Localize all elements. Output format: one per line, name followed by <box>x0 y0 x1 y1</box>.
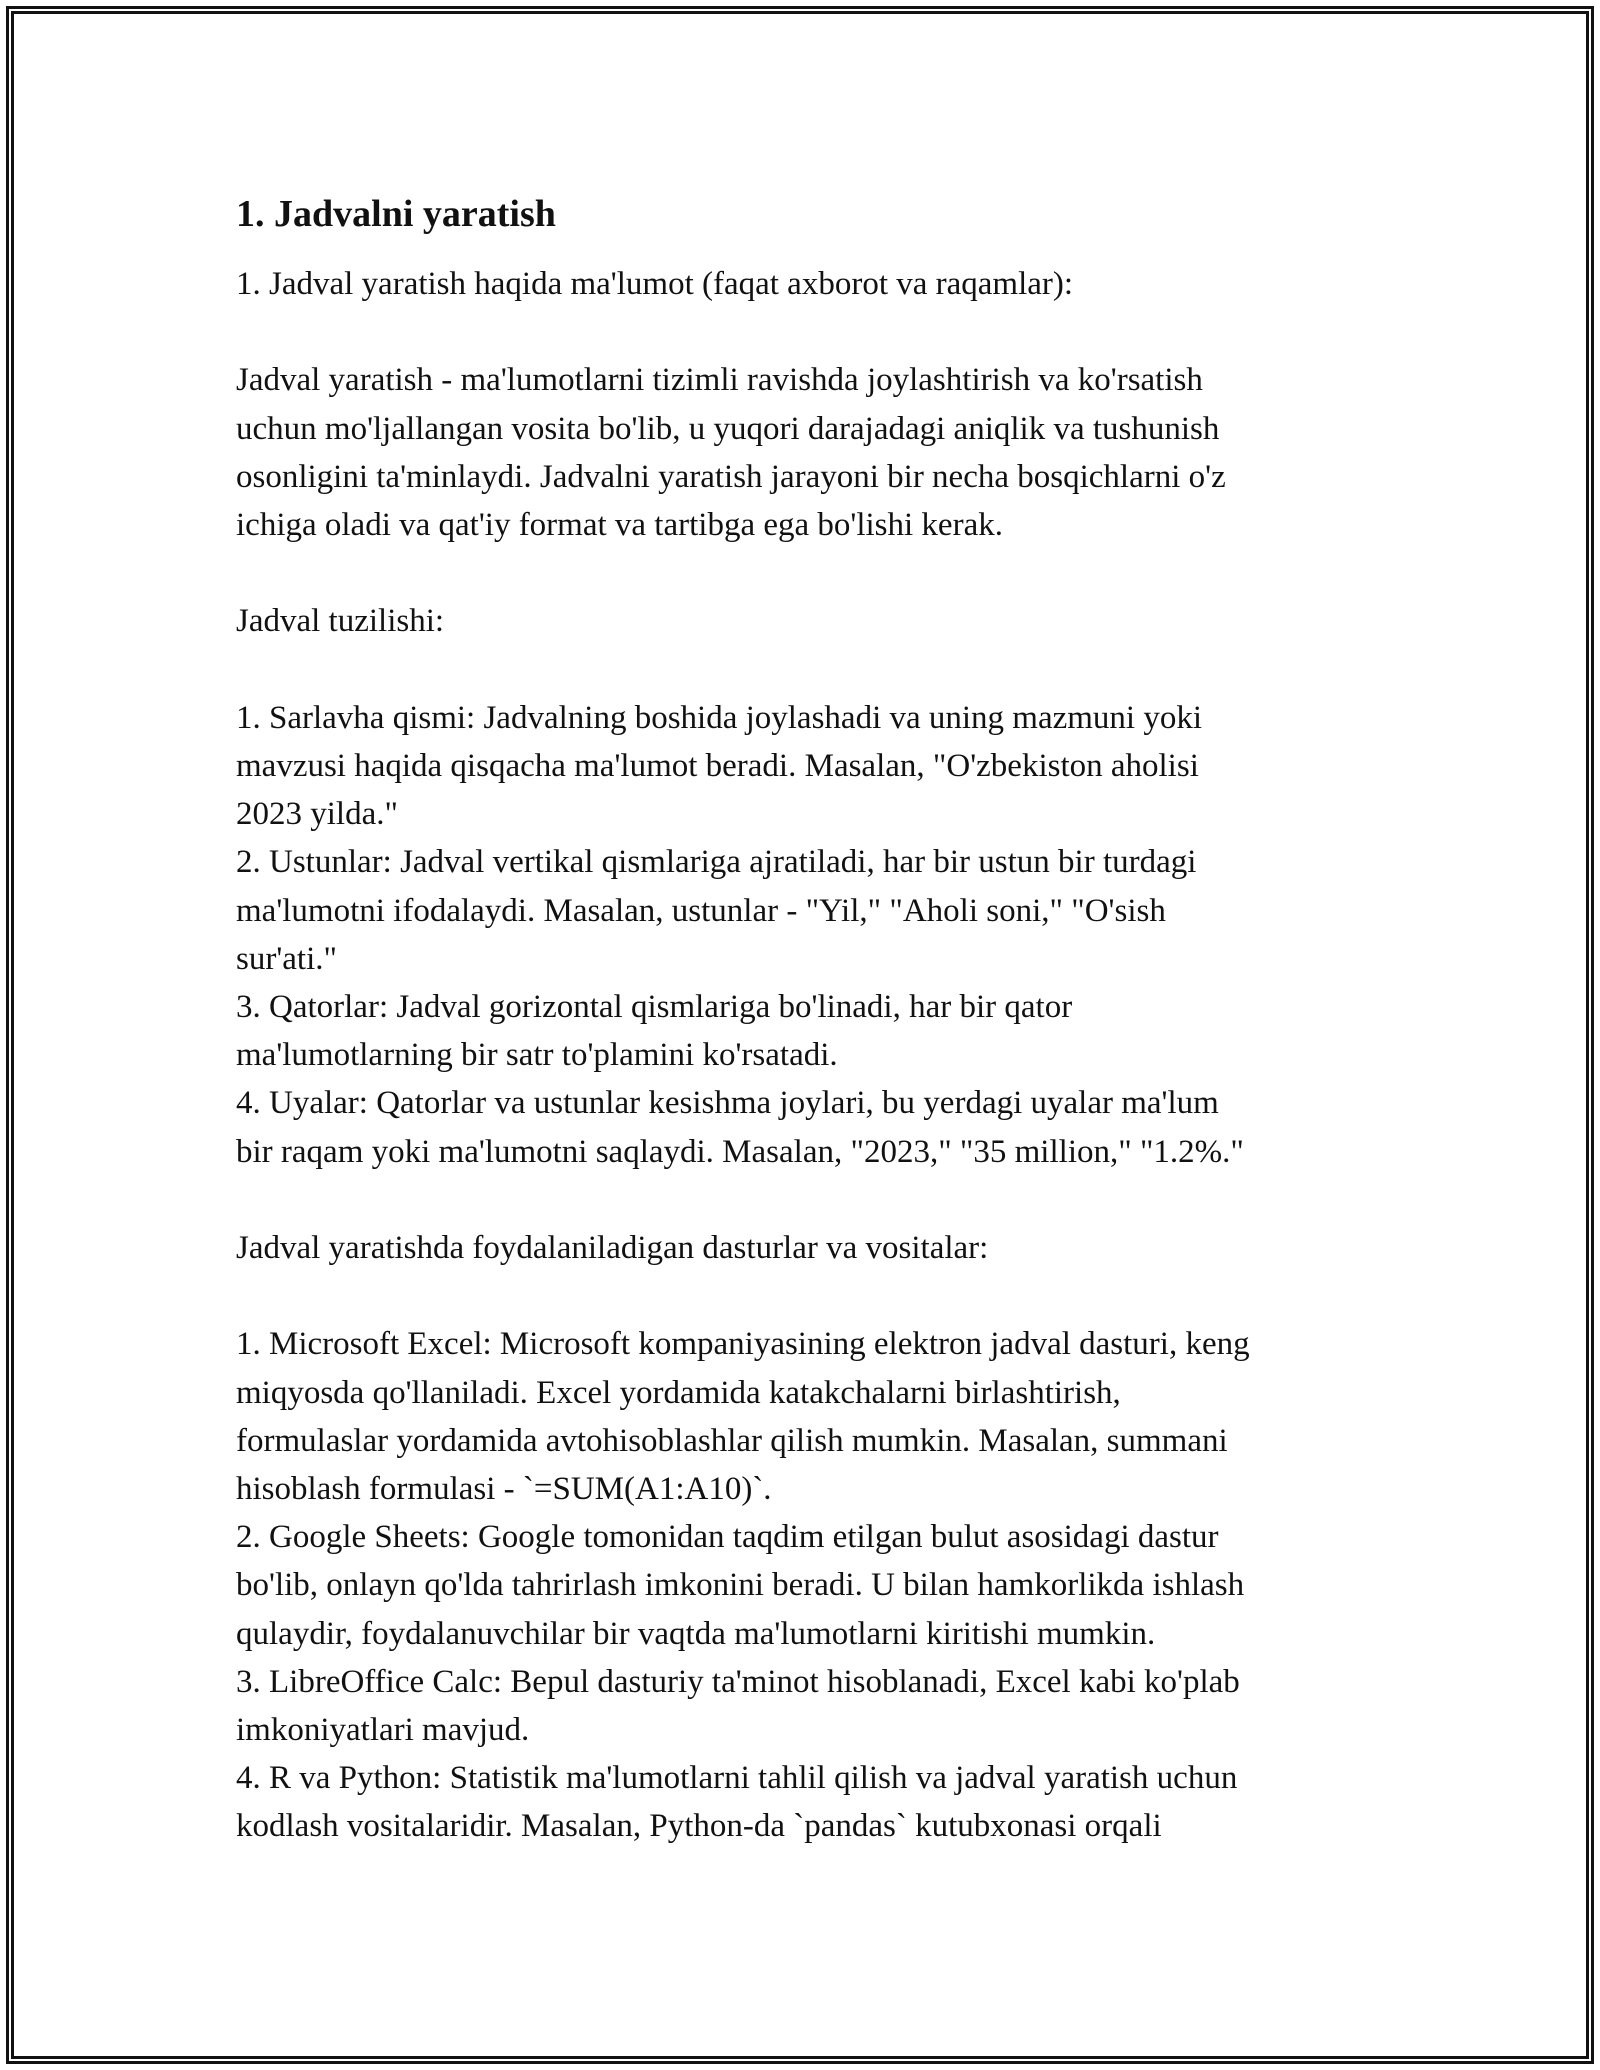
tools-item-google-sheets: 2. Google Sheets: Google tomonidan taqdim etilgan bulut asosidagi dastur bo'lib, onlayn qo'lda tahrirlash imkonini beradi. U bilan hamkorlikda ishlash qulaydir, foydalanuvchilar bir vaqtda ma'lumotlarni kiritishi mumkin. <box>236 1519 1245 1652</box>
tools-item-r-python: 4. R va Python: Statistik ma'lumotlarni tahlil qilish va jadval yaratish uchun kodlash vositalaridir. Masalan, Python-da `pandas` kutubxonasi orqali <box>236 1760 1238 1845</box>
structure-item-cells: 4. Uyalar: Qatorlar va ustunlar kesishma joylari, bu yerdagi uyalar ma'lum bir raqam yoki ma'lumotni saqlaydi. Masalan, "2023," "35 million," "1.2%." <box>236 1085 1244 1170</box>
document-page <box>236 186 1386 1851</box>
spacer <box>236 549 1386 597</box>
spacer <box>236 1176 1386 1224</box>
spacer <box>236 1272 1386 1320</box>
structure-item-columns: 2. Ustunlar: Jadval vertikal qismlariga ajratiladi, har bir ustun bir turdagi ma'lumotni ifodalaydi. Masalan, ustunlar - "Yil," "Aholi soni," "O'sish sur'ati." <box>236 844 1197 977</box>
tools-item-excel: 1. Microsoft Excel: Microsoft kompaniyasining elektron jadval dasturi, keng miqyosda qo'llaniladi. Excel yordamida katakchalarni birlashtirish, formulaslar yordamida avtohisoblashlar qilish mumkin. Masalan, summani hisoblash formulasi - `=SUM(A1:A10)`. <box>236 1326 1250 1507</box>
tools-list <box>236 1320 1386 1850</box>
tools-heading: Jadval yaratishda foydalaniladigan dasturlar va vositalar: <box>236 1230 989 1266</box>
structure-heading: Jadval tuzilishi: <box>236 603 445 640</box>
spacer <box>236 646 1386 694</box>
structure-item-header: 1. Sarlavha qismi: Jadvalning boshida joylashadi va uning mazmuni yoki mavzusi haqida qisqacha ma'lumot beradi. Masalan, "O'zbekiston aholisi 2023 yilda." <box>236 699 1203 833</box>
intro-line: 1. Jadval yaratish haqida ma'lumot (faqat axborot va raqamlar): <box>236 266 1074 302</box>
definition-paragraph: Jadval yaratish - ma'lumotlarni tizimli ravishda joylashtirish va ko'rsatish uchun mo'ljallangan vosita bo'lib, u yuqori darajadagi aniqlik va tushunish osonligini ta'minlaydi. Jadvalni yaratish jarayoni bir necha bosqichlarni o'z ichiga oladi va qat'iy format va tartibga ega bo'lishi kerak. <box>236 362 1226 543</box>
structure-item-rows: 3. Qatorlar: Jadval gorizontal qismlariga bo'linadi, har bir qator ma'lumotlarning bir satr to'plamini ko'rsatadi. <box>236 989 1073 1074</box>
section-heading: 1. Jadvalni yaratish <box>236 193 556 235</box>
structure-list <box>236 694 1386 1176</box>
tools-item-libreoffice: 3. LibreOffice Calc: Bepul dasturiy ta'minot hisoblanadi, Excel kabi ko'plab imkoniyatlari mavjud. <box>236 1663 1240 1749</box>
spacer <box>236 308 1386 356</box>
